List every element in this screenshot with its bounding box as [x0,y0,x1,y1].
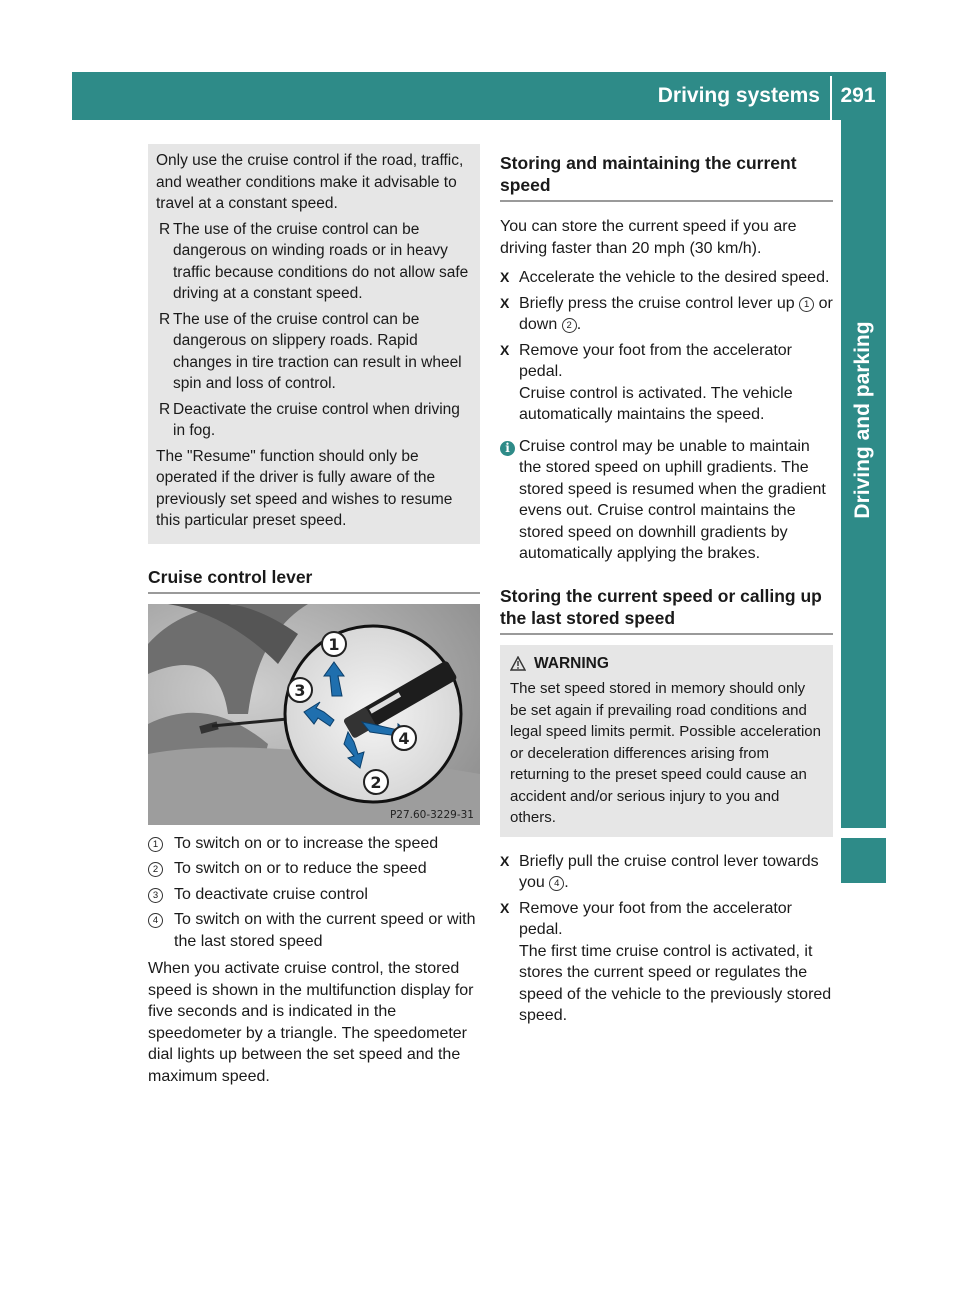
callout-3 [288,678,312,702]
figure-legend [148,833,480,953]
warning-text: The set speed stored in memory should only be set again if prevailing road conditions and legal speed limits permit. Possible acceleration or deceleration differences arising from returning to the preset speed could cause an accident and/or serious injury to you and others. [510,680,821,826]
svg-text:3: 3 [294,680,306,700]
section-title-storing-calling-up: Storing the current speed or calling up the last stored speed [500,585,833,635]
list-item: R The use of the cruise control can be dangerous on winding roads or in heavy traffic because conditions do not allow safe driving at a constant speed. [156,219,472,305]
callout-number: 3 [148,888,163,903]
bullet-marker: R [159,310,171,328]
list-item: R Deactivate the cruise control when driving in fog. [156,399,472,442]
bullet-marker: R [159,220,171,238]
callout-number: 4 [549,876,564,891]
info-note: i Cruise control may be unable to maintain the stored speed on uphill gradients. The stored speed is resumed when the gradient evens out. Cruise control maintains the stored speed on downhill gradients by automatically applying the brakes. [500,436,833,565]
legend-item: 4 To switch on with the current speed or with the last stored speed [148,909,480,952]
svg-text:4: 4 [398,728,410,748]
step-marker: X [500,269,510,285]
figure-illustration [148,604,480,825]
header-divider [830,76,832,120]
step-item: X Accelerate the vehicle to the desired speed. [500,267,833,289]
section-title-storing-maintaining: Storing and maintaining the current speed [500,152,833,202]
side-tab-label: Driving and parking [851,321,874,519]
step-item: X Briefly pull the cruise control lever towards you 4 . [500,851,833,894]
step-marker: X [500,852,510,869]
section-intro: You can store the current speed if you are driving faster than 20 mph (30 km/h). [500,218,797,257]
callout-4 [392,726,416,750]
svg-text:2: 2 [370,772,382,792]
safety-note-box [148,144,480,544]
side-tab-marker [841,838,886,883]
list-item: R The use of the cruise control can be dangerous on slippery roads. Rapid changes in tire traction can result in wheel spin and loss of control. [156,309,472,395]
step-item: X Remove your foot from the accelerator pedal. The first time cruise control is activated, it stores the current speed or regulates the speed of the vehicle to the previously stored speed. [500,898,833,1027]
section-title-cruise-control-lever: Cruise control lever [148,566,480,594]
warning-label: WARNING [534,654,609,672]
left-column [148,144,480,1087]
step-marker: X [500,294,510,311]
body-paragraph: When you activate cruise control, the stored speed is shown in the multifunction display for five seconds and is indicated in the speedometer by a triangle. The speedometer dial lights up between the set speed and the maximum speed. [148,960,474,1085]
warning-triangle-icon [510,656,526,671]
callout-number: 4 [148,913,163,928]
legend-item: 2 To switch on or to reduce the speed [148,858,480,880]
cruise-control-lever-figure [148,604,480,825]
svg-text:1: 1 [328,634,340,654]
callout-number: 2 [562,318,577,333]
callout-number: 1 [148,837,163,852]
warning-header [510,653,825,675]
side-tab [841,120,886,828]
page-header [72,72,886,120]
step-marker: X [500,341,510,358]
callout-2 [364,770,388,794]
callout-number: 2 [148,862,163,877]
step-item: X Remove your foot from the accelerator pedal. Cruise control is activated. The vehicle automatically maintains the speed. [500,340,833,426]
safety-note-outro: The "Resume" function should only be operated if the driver is fully aware of the previously set speed and wishes to resume this particular preset speed. [156,447,453,529]
page-number: 291 [840,84,876,107]
step-marker: X [500,899,510,916]
callout-1 [322,632,346,656]
info-icon: i [500,441,515,456]
legend-item: 1 To switch on or to increase the speed [148,833,480,855]
bullet-marker: R [159,400,171,418]
warning-box [500,645,833,837]
safety-note-intro: Only use the cruise control if the road, traffic, and weather conditions make it advisable to travel at a constant speed. [156,152,464,212]
legend-item: 3 To deactivate cruise control [148,884,480,906]
right-column [500,152,833,1031]
figure-code: P27.60-3229-31 [389,808,474,821]
callout-number: 1 [799,297,814,312]
step-item: X Briefly press the cruise control lever up 1 or down 2 . [500,293,833,336]
header-title: Driving systems [657,84,820,107]
